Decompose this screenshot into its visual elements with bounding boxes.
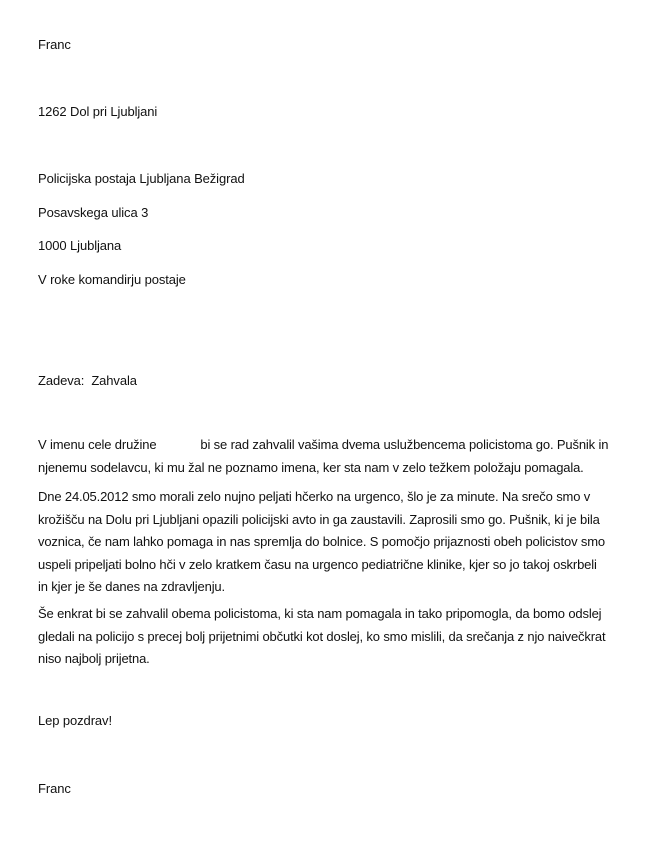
body-paragraph-3 (38, 603, 640, 671)
body-p3-line1: Še enkrat bi se zahvalil obema policistoma, ki sta nam pomagala in tako pripomogla, da bomo odslej (38, 606, 602, 621)
body-p1-line2: njenemu sodelavcu, ki mu žal ne poznamo imena, ker sta nam v zelo težkem položaju pomagala. (38, 459, 584, 475)
body-p1-line1-rest: bi se rad zahvalil vašima dvema uslužbencema policistoma go. Pušnik in (200, 437, 609, 452)
sender-name: Franc (38, 37, 71, 52)
body-paragraph-1 (38, 434, 640, 479)
subject-label: Zadeva: (38, 373, 85, 388)
subject-value: Zahvala (91, 373, 137, 388)
body-p2-line3: voznica, če nam lahko pomaga in nas spremlja do bolnice. S pomočjo prijaznosti obeh policistov smo (38, 534, 605, 549)
body-p3-line3: niso najbolj prijetna. (38, 651, 150, 666)
body-p1-opening: V imenu cele družine (38, 437, 157, 452)
recipient-street: Posavskega ulica 3 (38, 205, 149, 220)
recipient-institution: Policijska postaja Ljubljana Bežigrad (38, 171, 245, 186)
body-p3-line2: gledali na policijo s precej bolj prijetnimi občutki kot doslej, ko smo mislili, da srečanja z njo naivečkrat (38, 628, 606, 644)
body-p2-line1: Dne 24.05.2012 smo morali zelo nujno peljati hčerko na urgenco, šlo je za minute. Na srečo smo v (38, 489, 591, 504)
body-p2-line5: in kjer je še danes na zdravljenju. (38, 579, 225, 594)
recipient-city: 1000 Ljubljana (38, 238, 122, 253)
closing-signature: Franc (38, 781, 71, 796)
subject-line (38, 373, 137, 389)
body-p2-line2: krožišču na Dolu pri Ljubljani opazili policijski avto in ga zaustavili. Zaprosili smo go. Pušnik, ki je bila (38, 511, 600, 527)
closing-greeting: Lep pozdrav! (38, 713, 112, 728)
sender-address: 1262 Dol pri Ljubljani (38, 104, 158, 119)
body-p2-line4: uspeli pripeljati bolno hči v zelo kratkem času na urgenco pediatrične klinike, kjer so jo takoj oskrbeli (38, 556, 597, 572)
body-paragraph-2 (38, 486, 640, 599)
recipient-attention: V roke komandirju postaje (38, 272, 186, 287)
